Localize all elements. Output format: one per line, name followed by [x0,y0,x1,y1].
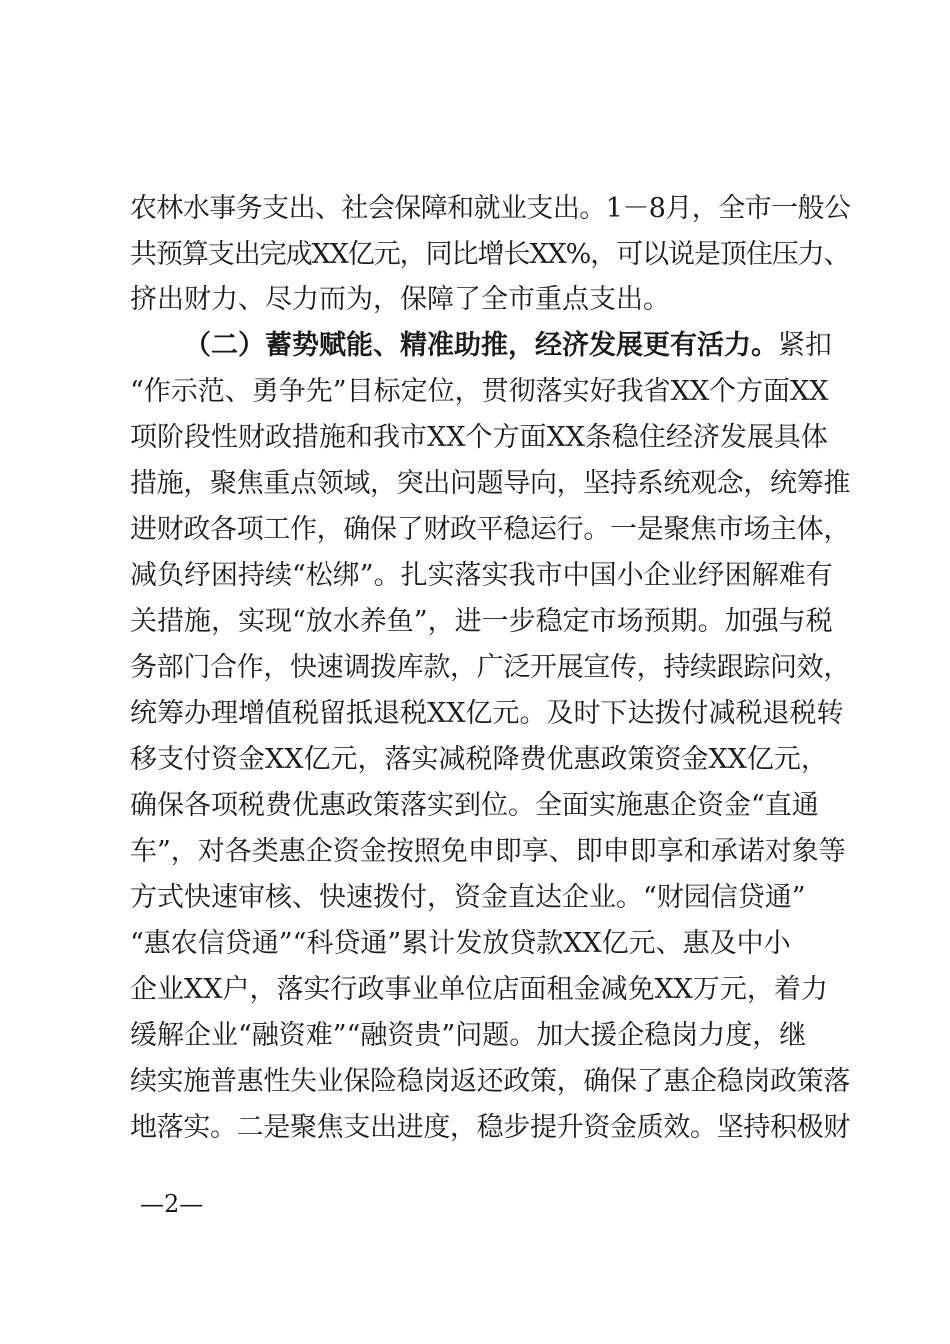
text-line: 移支付资金XX亿元，落实减税降费优惠政策资金XX亿元， [130,744,828,775]
text-line: “惠农信贷通”“科贷通”累计发放贷款XX亿元、惠及中小 [130,928,791,959]
text-line: 确保各项税费优惠政策落实到位。全面实施惠企资金“直通 [130,790,819,821]
text-line: 挤出财力、尽力而为，保障了全市重点支出。 [130,284,670,315]
text-line: “作示范、勇争先”目标定位，贯彻落实好我省XX个方面XX [130,376,829,407]
text-line: 共预算支出完成XX亿元，同比增长XX%，可以说是顶住压力、 [130,239,850,270]
page-number: —2— [140,1190,204,1218]
text-line: 企业XX户，落实行政事业单位店面租金减免XX万元，着力 [130,974,828,1005]
text-line: 缓解企业“融资难”“融资贵”问题。加大援企稳岗力度，继 [130,1020,807,1051]
text-line: 关措施，实现“放水养鱼”，进一步稳定市场预期。加强与税 [130,606,833,637]
text-line: 务部门合作，快速调拨库款，广泛开展宣传，持续跟踪问效， [130,652,850,683]
text-line: 地落实。二是聚焦支出进度，稳步提升资金质效。坚持积极财 [130,1112,850,1143]
text-line: 减负纾困持续“松绑”。扎实落实我市中国小企业纾困解难有 [130,560,833,591]
text-line: 车”，对各类惠企资金按照免申即享、即申即享和承诺对象等 [130,836,846,867]
text-line: 续实施普惠性失业保险稳岗返还政策，确保了惠企稳岗政策落 [130,1066,850,1097]
text-line: 方式快速审核、快速拨付，资金直达企业。“财园信贷通” [130,882,806,913]
text-line: 农林水事务支出、社会保障和就业支出。1－8月，全市一般公 [130,193,851,224]
section-heading: （二）蓄势赋能、精准助推，经济发展更有活力。 [184,330,778,361]
text-fragment: 紧扣 [778,330,832,361]
text-line: 措施，聚焦重点领域，突出问题导向，坚持系统观念，统筹推 [130,468,850,499]
text-line: 进财政各项工作，确保了财政平稳运行。一是聚焦市场主体， [130,514,850,545]
paragraph-first-line [184,323,832,369]
text-line: 项阶段性财政措施和我市XX个方面XX条稳住经济发展具体 [130,422,828,453]
text-line: 统筹办理增值税留抵退税XX亿元。及时下达拨付减税退税转 [130,698,844,729]
